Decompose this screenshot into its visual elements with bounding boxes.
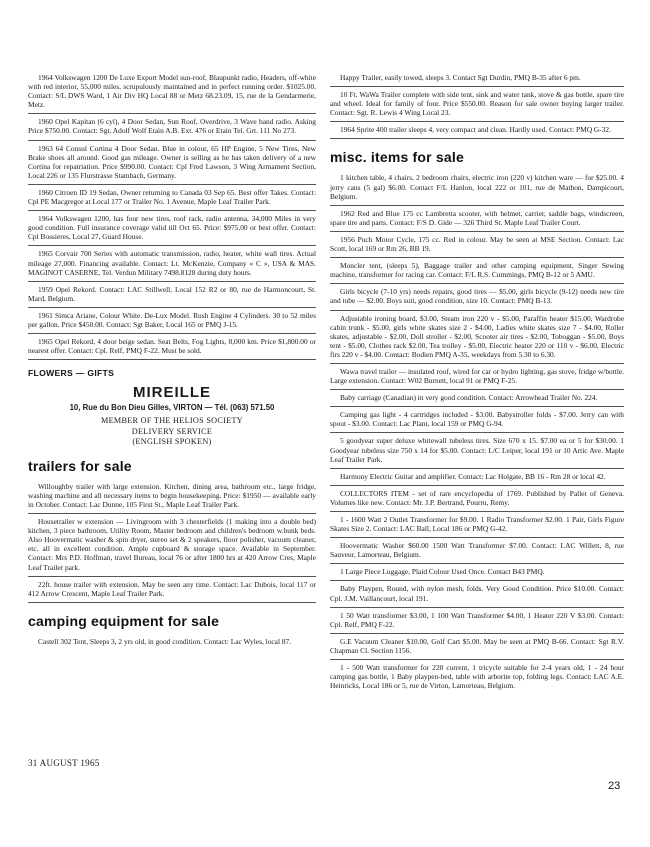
classified-ad: COLLECTORS ITEM - set of rare encyclopedia of 1769. Published by Pallet of Geneva. Volumes like new. Contact: Mr. J.P. Bertrand, Pourru, Remy. [330,486,624,512]
classified-ad: Housetrailer w extension — Livingroom with 3 chesterfields (1 making into a double bed) kitchen, 3 piece bathroom, Utility Room, Master bedroom and children's bedroom w.bunk beds. Also Hoovermatic washer & spin dryer, stereo set & 2 speakers, floor polisher, vacuum cleaner, etc. all in excellent condition. Ample cupboard & storage space. Available in September. Contact: Mrs P.D. Hoffman, travel Bureau, local 76 or after 1800 hrs at 420 Arrow Cres, Maple Leaf Trailer park. [28,514,316,577]
classified-ad: 1960 Opel Kapitan (6 cyl), 4 Door Sedan, Sun Roof, Overdrive, 3 Wave band radio. Asking Price $750.00. Contact: Sgt. Adolf Wolf Etain A.B. Ext. 476 or Etain Tel. Grt. 111 No 273. [28,114,316,140]
flowers-ad [28,368,316,448]
left-column [28,70,316,650]
classified-ad: Hoovermatic Washer $60.00 1500 Watt Transformer $7.00. Contact: LAC Willett, 8, rue Sauveur, Lamorteau, Belgium. [330,538,624,564]
trailer-ads-continued [330,70,624,139]
car-ads-section [28,70,316,360]
camping-section [28,613,316,650]
misc-heading: misc. items for sale [330,149,464,166]
classified-ad: 1959 Opel Rekord. Contact: LAC Stillwell, Local 152 R2 or 80, rue de Harmoncourt, St. Mard, Belgium. [28,282,316,308]
classified-ad: Baby Playpen, Round, with nylon mesh, folds. Very Good Condition. Price $10.00. Contact: Cpl. J.M. Vaillancourt, local 191. [330,581,624,607]
flowers-heading: FLOWERS — GIFTS [28,368,115,379]
classified-ad: Castell 302 Tent, Sleeps 3, 2 yrs old, in good condition. Contact: Lac Wyles, local 87. [38,636,292,646]
shop-line: MEMBER OF THE HELIOS SOCIETY [101,416,243,426]
classified-ad: 1961 Simca Ariane, Colour White. De-Lux Model. Rush Engine 4 Cylinders. 30 to 52 miles per gallon. Price $450.00. Contact: Sgt Baker, Local 165 or PMQ J-15. [28,308,316,334]
classified-ad: Willoughby trailer with large extension. Kitchen, dining area, bathroom etc., large fridge, washing machine and all necessary items to begin housekeeping. Price: $1950 — available early in October. Contact: Lac Dunne, 105 First St., Maple Leaf Trailer Park. [28,479,316,514]
classified-ad: 1 - 1600 Watt 2 Outlet Transformer for $9.00. 1 Radio Transformer $2.00. 1 Pair, Girls Figure Skates Size 2. Contact: LAC Ball, Local 186 or PMQ G-42. [330,512,624,538]
classified-ad: 1 50 Watt transformer $3.00, 1 100 Watt Transformer $4.00, 1 Heater 220 V $3.00. Contact: Cpl. Relf, PMQ F-22. [330,608,624,634]
classified-ad: 1962 Red and Blue 175 cc Lambretta scooter, with helmet, carrier, saddle bags, windscreen, spare tire and parts. Contact: F/S D. Gide — 326 Third St. Maple Leaf Trailer Court. [330,206,624,232]
classified-ad: 1964 Sprite 400 trailer sleeps 4, very compact and clean. Hardly used. Contact: PMQ G-32. [330,122,624,139]
classified-ad: 1956 Puch Motor Cycle, 175 cc. Red in colour. May be seen at MSE Section. Contact: Lac Scott, local 169 or Rm 26, BB 19. [330,232,624,258]
classified-ad: Wawa travel trailer — insulated roof, wired for car or hydro lighting, gas stove, fridge w/bottle. Large extension. Contact: W02 Burnett, local 91 or PMQ F-25. [330,364,624,390]
classified-ad: 1960 Citroen ID 19 Sedan, Owner returning to Canada 03 Sep 65. Best offer Takes. Contact: Cpl PE Macgregor at Local 177 or Trailer No. 1 Avenue, Maple Leaf Trailer Park. [28,185,316,211]
issue-date: 31 AUGUST 1965 [28,758,100,768]
classified-ad: 1964 Volkswagen 1200 De Luxe Export Model sun-roof, Blaupunkt radio, Headers, off-white with red interior, 55,000 miles, scrupulously maintained and in perfect running order. $1025.00. Contact: S/L DWS Ward, 1 Air Div HQ Local 88 or Metz 68.23.09, 15, rue de la Gendarmerie, Metz. [28,70,316,114]
classified-ad: 1 Large Piece Luggage, Plaid Colour Used Once. Contact B43 PMQ. [330,564,624,581]
classified-ad: 1 kitchen table, 4 chairs, 2 bedroom chairs, electric iron (220 v) kitchen ware — for $25.00. 4 jerry cans (5 gal) $6.00. Contact F/L Hanlon, local 222 or 101, rue de Mathon, Dampicourt, Belgium. [330,170,624,205]
classified-ad: 10 Ft. WaWa Trailer complete with side tent, sink and water tank, stove & gas bottle, spare tire and wheel. Ideal for family of four. Price $550.00. Reason for sale owner buying larger trailer. Contact: Sgt. R. Lewis 4 Wing Local 23. [330,87,624,122]
classified-ad: G.E Vacuum Cleaner $10.00, Golf Cart $5.00. May be seen at PMQ B-66. Contact: Sgt R.V. Chapman Cl. Section 1156. [330,634,624,660]
shop-name: MIREILLE [133,384,211,402]
shop-line: DELIVERY SERVICE [131,426,213,436]
shop-line: (ENGLISH SPOKEN) [132,437,212,447]
page-number: 23 [608,780,621,792]
trailers-heading: trailers for sale [28,457,132,474]
classified-ad: 22ft. house trailer with extension. May be seen any time. Contact: Lac Dubois, local 117 or 412 Arrow Crescent, Maple Leaf Trailer Park. [28,577,316,603]
classified-ad: 1963 64 Consul Cortina 4 Door Sedan. Blue in colour, 65 HP Engine, 5 New Tires, New Brake shoes all around. Good gas mileage. Owner is selling as he has taken delivery of a new Cortina for repatriation. Price $990.00. Contact: Cpl Fred Lawson, 3 Wing Armament Section, Local 226 or 135 Flurstrasse Stambach, Germany. [28,141,316,185]
classified-ad: Happy Trailer, easily towed, sleeps 3. Contact Sgt Durdin, PMQ B-35 after 6 pm. [330,70,624,87]
shop-address: 10, Rue du Bon Dieu Gilles, VIRTON — Tél. (063) 571.50 [69,403,275,413]
classified-ad: 1 - 500 Watt transformer for 220 current, 1 tricycle suitable for 2-4 years old, 1 - 24 hour camping gas bottle, 1 Baby playpen-bed, table with arborite top, folding legs. Contact: LAC A.E. Heinricks, Local 186 or 5, rue de Virton, Lamorteau, Belgium. [330,663,624,691]
classified-ad: Harmony Electric Guitar and amplifier. Contact: Lac Holgate, BB 16 - Rm 28 or local 42. [330,469,624,486]
classified-ad: 1964 Volkswagen 1200, has four new tires, roof rack, radio antenna, 34,000 Miles in very good condition. Full insurance coverage valid till Oct 65. Price: $975.00 or best offer. Contact: Cpl Bossieres, Local 27, Guard House. [28,211,316,246]
classified-ad: Moncler tent, (sleeps 5), Baggage trailer and other camping equipment, Singer Sewing machine, transformer for racing car. Contact: F/L R.S. Cummings, PMQ B-12 or 5 AMU. [330,258,624,284]
misc-section [330,149,624,694]
classified-ad: 1965 Corvair 700 Series with automatic transmission, radio, heater, white wall tires. Actual mileage 27,000. Financing available. Contact: Lt. McKenzie, Company « C », USA & MAS. MAGINOT CASERNE, Tel. Verdun Military 7498.8128 during duty hours. [28,246,316,281]
classified-ad: Adjustable ironing board, $3.00, Steam iron 220 v - $5.00, Paraffin heater $15.00, Wardrobe cabin trunk - $5.00, girls white skates size 2 - $4.00, Ladies white skates size 7 - $4.00, Roller skates, adjustable - $2.00, Doll stroller - $2.00, Scooter air tires - $2.00, Toboggan - $5.00, Boys tent - $5.00, Clothes rack $2.00, Tea trolley - $5.00, Electric heater 220 or 110 v - $6.00, Electric firs 220 v - $4.00. Contact: Bodien PMQ A-35, weekdays from 5.30 to 6.30. [330,311,624,364]
classified-ad: Girls bicycle (7-10 yrs) needs repairs, good tires — $5.00, girls bicycle (9-12) needs new tire and tube — $2.00. Boys suit, good condition, size 10. Contact: PMQ B-13. [330,284,624,310]
classified-ad: 5 goodyear super deluxe whitewall tubeless tires. Size 670 x 15. $7.00 ea or 5 for $30.00. 1 Goodyear tubeless size 750 x 14 for $5.00. Contact: L/C Leiper, local 191 or 10 Artic Ave. Maple Leaf Trailer Park. [330,433,624,468]
right-column [330,70,624,694]
trailers-section [28,458,316,603]
classified-ad: 1965 Opel Rekord, 4 door beige sedan. Seat Belts, Fog Lights, 8,000 km. Price $1,800.00 or nearest offer. Contact: Cpl. Relf, PMQ F-22. Must be sold. [28,334,316,360]
classified-ad: Camping gas light - 4 cartridges included - $3.00. Babystroller folds - $7.00. Jerry can with spout - $3.00. Contact: Lac Plant, local 159 or PMQ G-94. [330,407,624,433]
classified-ad: Baby carriage (Canadian) in very good condition. Contact: Arrowhead Trailer No. 224. [330,390,624,407]
camping-heading: camping equipment for sale [28,612,220,629]
